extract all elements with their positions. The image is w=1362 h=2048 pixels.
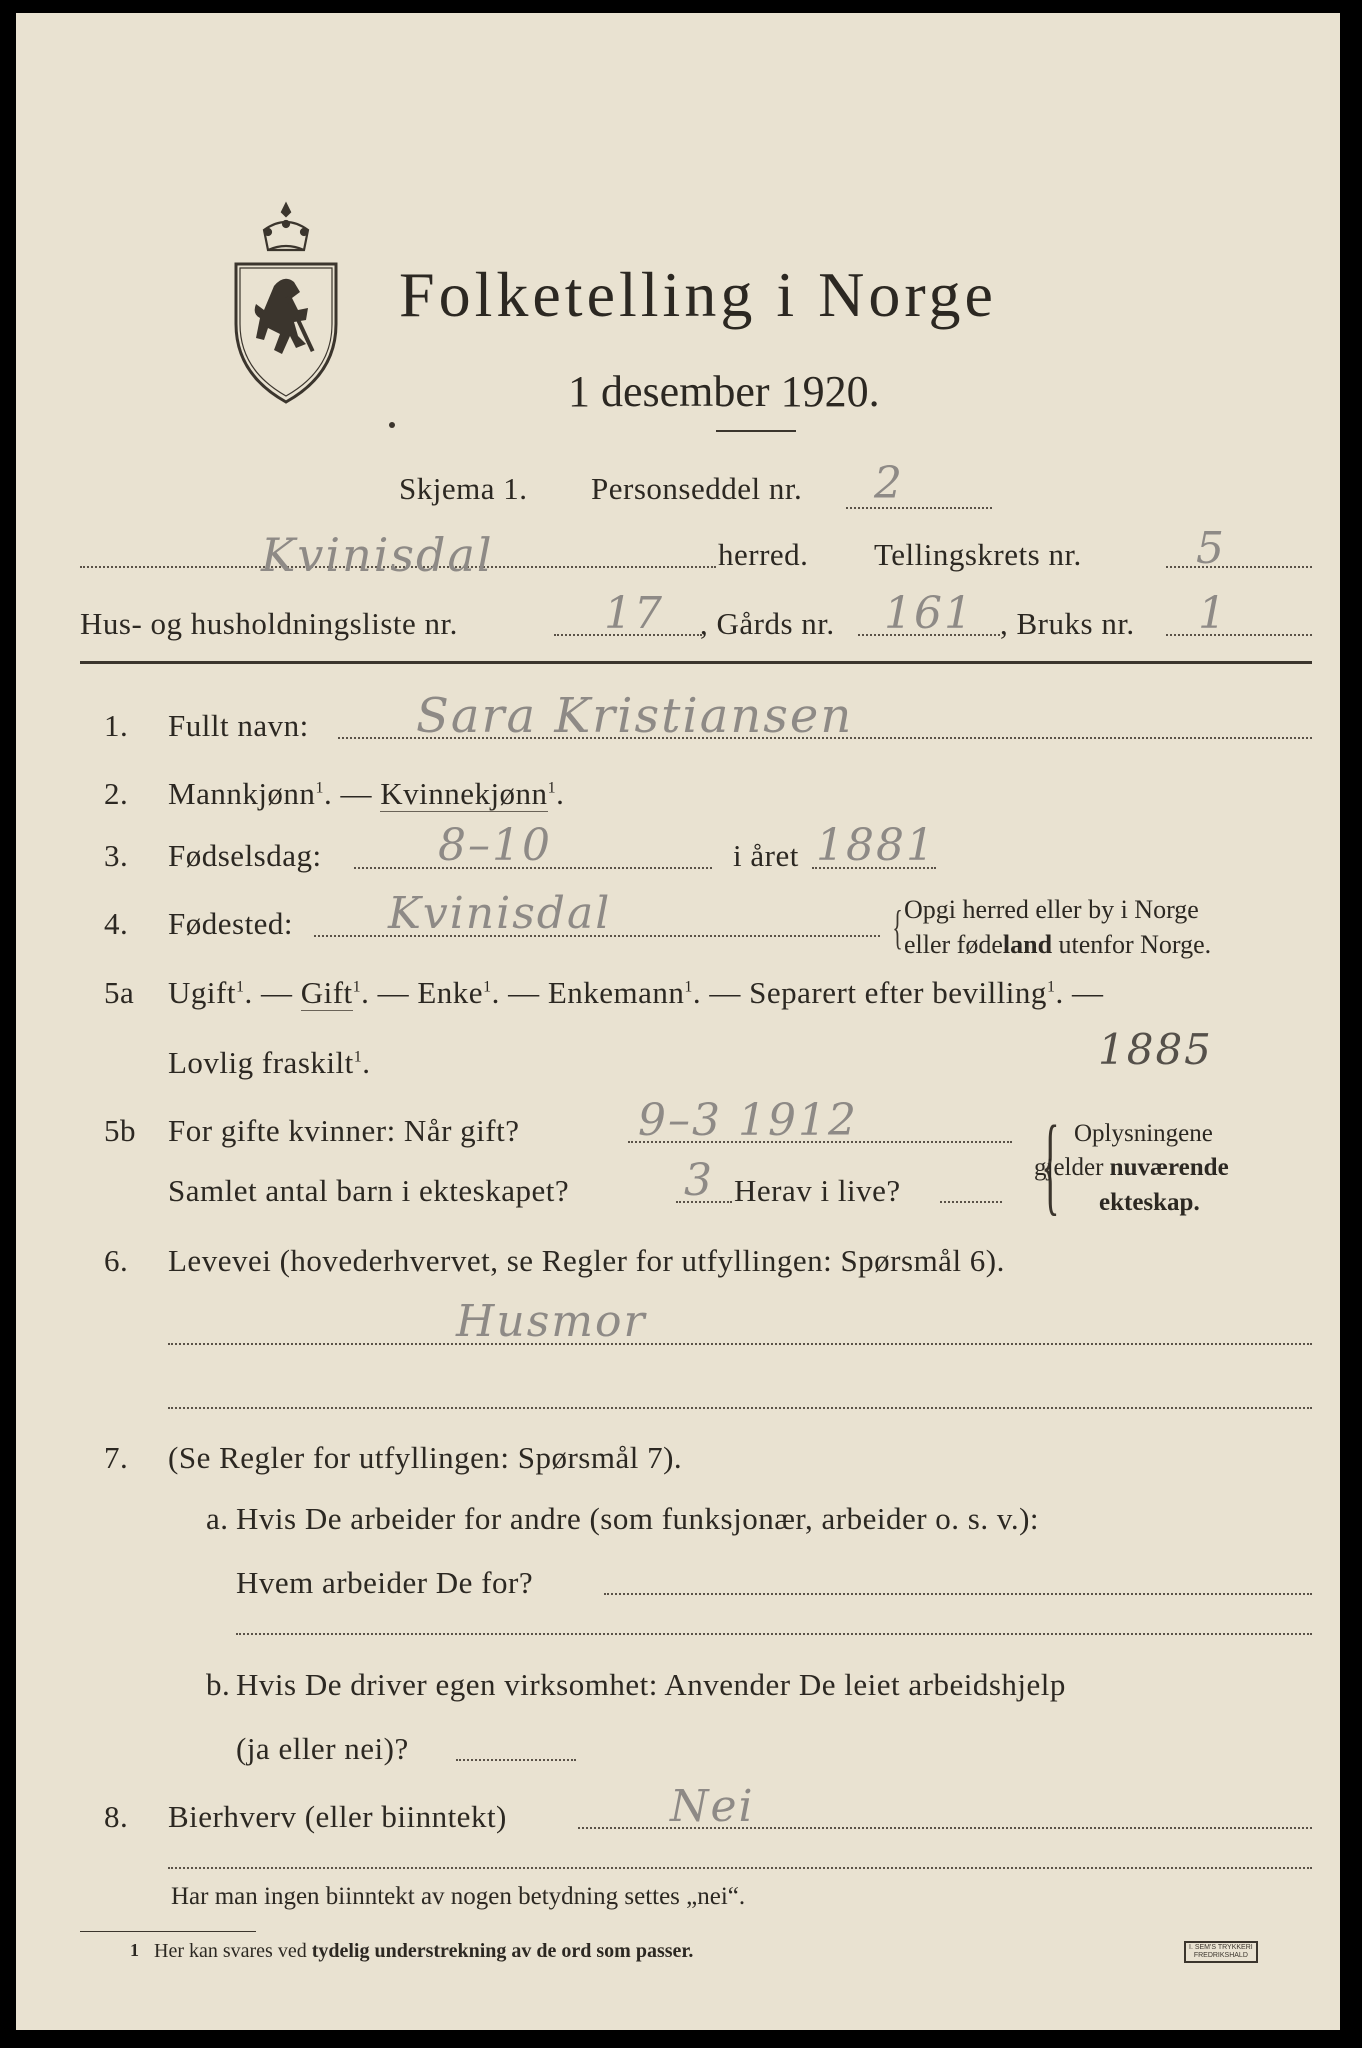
q4-brace: { [892, 901, 903, 954]
q5b-label1: For gifte kvinner: Når gift? [168, 1113, 520, 1148]
q1-number: 1. [104, 708, 129, 743]
form-title: Folketelling i Norge [399, 259, 997, 330]
q6-line2 [168, 1407, 1312, 1409]
q2-kvinne: Kvinnekjønn [380, 776, 548, 811]
herred-label: herred. [718, 537, 809, 572]
q5b-note1: Oplysningene [1074, 1120, 1213, 1147]
q5b-label2: Samlet antal barn i ekteskapet? [168, 1173, 570, 1208]
footnote-rule [80, 1931, 256, 1932]
q8-number: 8. [104, 1799, 129, 1834]
footnote-text: Her kan svares ved tydelig understrekning av de ord som passer. [154, 1940, 694, 1962]
q5a-line2: Lovlig fraskilt$^1$. [168, 1045, 371, 1080]
q5a-options: Ugift$^1$. — Gift$^1$. — Enke$^1$. — Enkemann$^1$. — Separert efter bevilling$^1$. — [168, 975, 1104, 1010]
herred-value: Kvinisdal [261, 528, 494, 582]
q4-note-line2: eller fødeland utenfor Norge. [904, 930, 1212, 959]
tellingskrets-line [1166, 566, 1312, 568]
q8-value: Nei [670, 1781, 755, 1832]
q7a-answer-line [604, 1593, 1312, 1595]
q6-label: Levevei (hovederhvervet, se Regler for utfyllingen: Spørsmål 6). [168, 1243, 1005, 1278]
q8-extra-line [168, 1867, 1312, 1869]
bruks-value: 1 [1198, 588, 1228, 639]
q7b-line2: (ja eller nei)? [236, 1731, 409, 1766]
q5b-number: 5b [104, 1113, 136, 1148]
ink-dot [389, 422, 395, 428]
bruks-label: , Bruks nr. [1000, 606, 1135, 641]
q3-year-value: 1881 [816, 820, 936, 871]
coat-of-arms-icon [228, 198, 344, 410]
q1-value: Sara Kristiansen [416, 688, 854, 744]
tellingskrets-value: 5 [1196, 523, 1226, 574]
gards-value: 161 [884, 588, 974, 639]
footnote-number: 1 [130, 1940, 139, 1960]
q7a-line1: Hvis De arbeider for andre (som funksjonær, arbeider o. s. v.): [236, 1501, 1040, 1536]
bruks-line [1166, 634, 1312, 636]
q5b-label3: Herav i live? [734, 1173, 901, 1208]
q8-note: Har man ingen biinntekt av nogen betydning settes „nei“. [171, 1883, 746, 1910]
q3-value: 8–10 [438, 820, 552, 871]
q7a-letter: a. [206, 1501, 229, 1536]
q5a-gift: Gift [300, 975, 353, 1010]
q1-label: Fullt navn: [168, 708, 309, 743]
hus-value: 17 [604, 588, 664, 639]
tellingskrets-label: Tellingskrets nr. [874, 537, 1082, 572]
q7a-line2: Hvem arbeider De for? [236, 1565, 534, 1600]
q4-value: Kvinisdal [388, 888, 612, 939]
q5a-number: 5a [104, 975, 135, 1010]
q6-line1 [168, 1343, 1312, 1345]
q3-label: Fødselsdag: [168, 838, 322, 873]
title-divider [716, 430, 796, 432]
q5b-note2: gjelder nuværende [1034, 1154, 1229, 1181]
q6-number: 6. [104, 1243, 129, 1278]
personseddel-value: 2 [874, 458, 904, 509]
header-divider [80, 661, 1312, 664]
q7b-answer-line [456, 1759, 576, 1761]
q5b-value1: 9–3 1912 [638, 1095, 858, 1146]
q7b-line1: Hvis De driver egen virksomhet: Anvender De leiet arbeidshjelp [236, 1667, 1066, 1702]
hus-label: Hus- og husholdningsliste nr. [80, 606, 458, 641]
q4-label: Fødested: [168, 906, 294, 941]
census-date: 1 desember 1920. [568, 367, 880, 416]
q7a-extra-line [236, 1633, 1312, 1635]
q2-number: 2. [104, 776, 129, 811]
q3-year-label: i året [733, 838, 799, 873]
personseddel-label: Personseddel nr. [591, 471, 803, 506]
q3-number: 3. [104, 838, 129, 873]
q4-note-line1: Opgi herred eller by i Norge [904, 895, 1199, 924]
q7-number: 7. [104, 1440, 129, 1475]
skjema-label: Skjema 1. [399, 471, 528, 506]
q2-text: Mannkjønn$^1$. — Kvinnekjønn$^1$. [168, 776, 565, 811]
q7b-letter: b. [206, 1667, 231, 1702]
q5b-line3 [940, 1201, 1002, 1203]
q5b-value2: 3 [684, 1155, 714, 1206]
q6-value: Husmor [456, 1296, 647, 1347]
q7-label: (Se Regler for utfyllingen: Spørsmål 7). [168, 1440, 683, 1475]
census-form [16, 13, 1340, 2030]
q5a-margin-note: 1885 [1098, 1025, 1213, 1074]
q4-number: 4. [104, 906, 129, 941]
gards-label: , Gårds nr. [700, 606, 835, 641]
printer-stamp: I. SEM'S TRYKKERI FREDRIKSHALD [1184, 1941, 1258, 1963]
q8-label: Bierhverv (eller biinntekt) [168, 1799, 507, 1834]
q2-mann: Mannkjønn [168, 776, 316, 811]
q5b-note3: ekteskap. [1099, 1189, 1200, 1216]
personseddel-line [846, 507, 992, 509]
q5b-brace: { [1041, 1103, 1060, 1225]
